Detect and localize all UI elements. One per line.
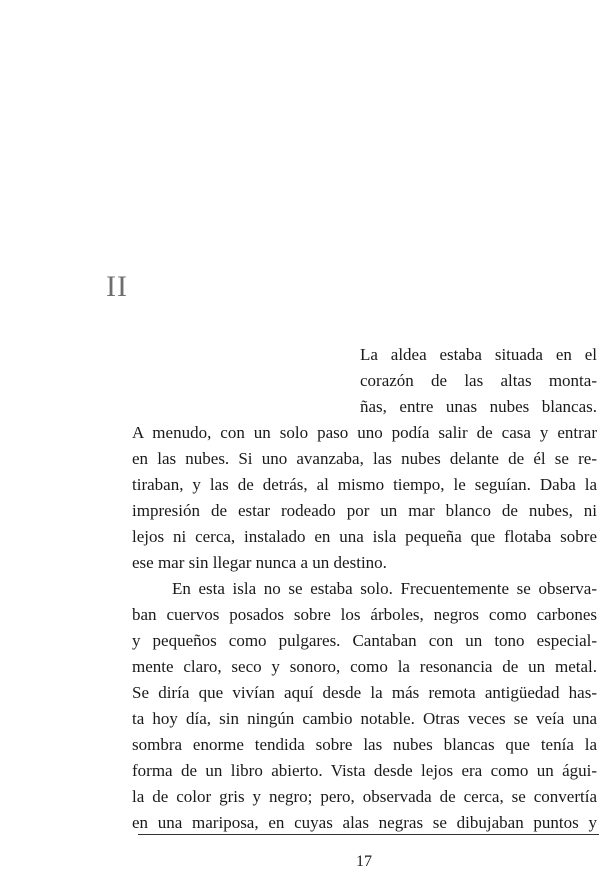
text-line: en una mariposa, en cuyas alas negras se dibujaban puntos y [132,813,597,832]
text-line: la de color gris y negro; pero, observada de cerca, se convertía [132,787,597,806]
text-line: La aldea estaba situada en el [360,345,597,364]
text-line: y pequeños como pulgares. Cantaban con un tono especial- [132,631,597,650]
text-line: sombra enorme tendida sobre las nubes blancas que tenía la [132,735,597,754]
text-line: En esta isla no se estaba solo. Frecuentemente se observa- [172,579,597,598]
text-line: ban cuervos posados sobre los árboles, negros como carbones [132,605,597,624]
text-line: Se diría que vivían aquí desde la más remota antigüedad has- [132,683,597,702]
text-line: impresión de estar rodeado por un mar blanco de nubes, ni [132,501,597,520]
text-line: corazón de las altas monta- [360,371,597,390]
text-line: forma de un libro abierto. Vista desde lejos era como un águi- [132,761,597,780]
text-line: lejos ni cerca, instalado en una isla pequeña que flotaba sobre [132,527,597,546]
text-line: tiraban, y las de detrás, al mismo tiempo, le seguían. Daba la [132,475,597,494]
chapter-number: II [106,270,128,303]
footer-rule [138,834,599,835]
page-number: 17 [356,853,372,870]
text-line: ñas, entre unas nubes blancas. [360,397,597,416]
text-line: en las nubes. Si uno avanzaba, las nubes delante de él se re- [132,449,597,468]
text-line: ese mar sin llegar nunca a un destino. [132,553,387,572]
text-line: mente claro, seco y sonoro, como la resonancia de un metal. [132,657,597,676]
text-line: A menudo, con un solo paso uno podía salir de casa y entrar [132,423,597,442]
text-line: ta hoy día, sin ningún cambio notable. Otras veces se veía una [132,709,597,728]
